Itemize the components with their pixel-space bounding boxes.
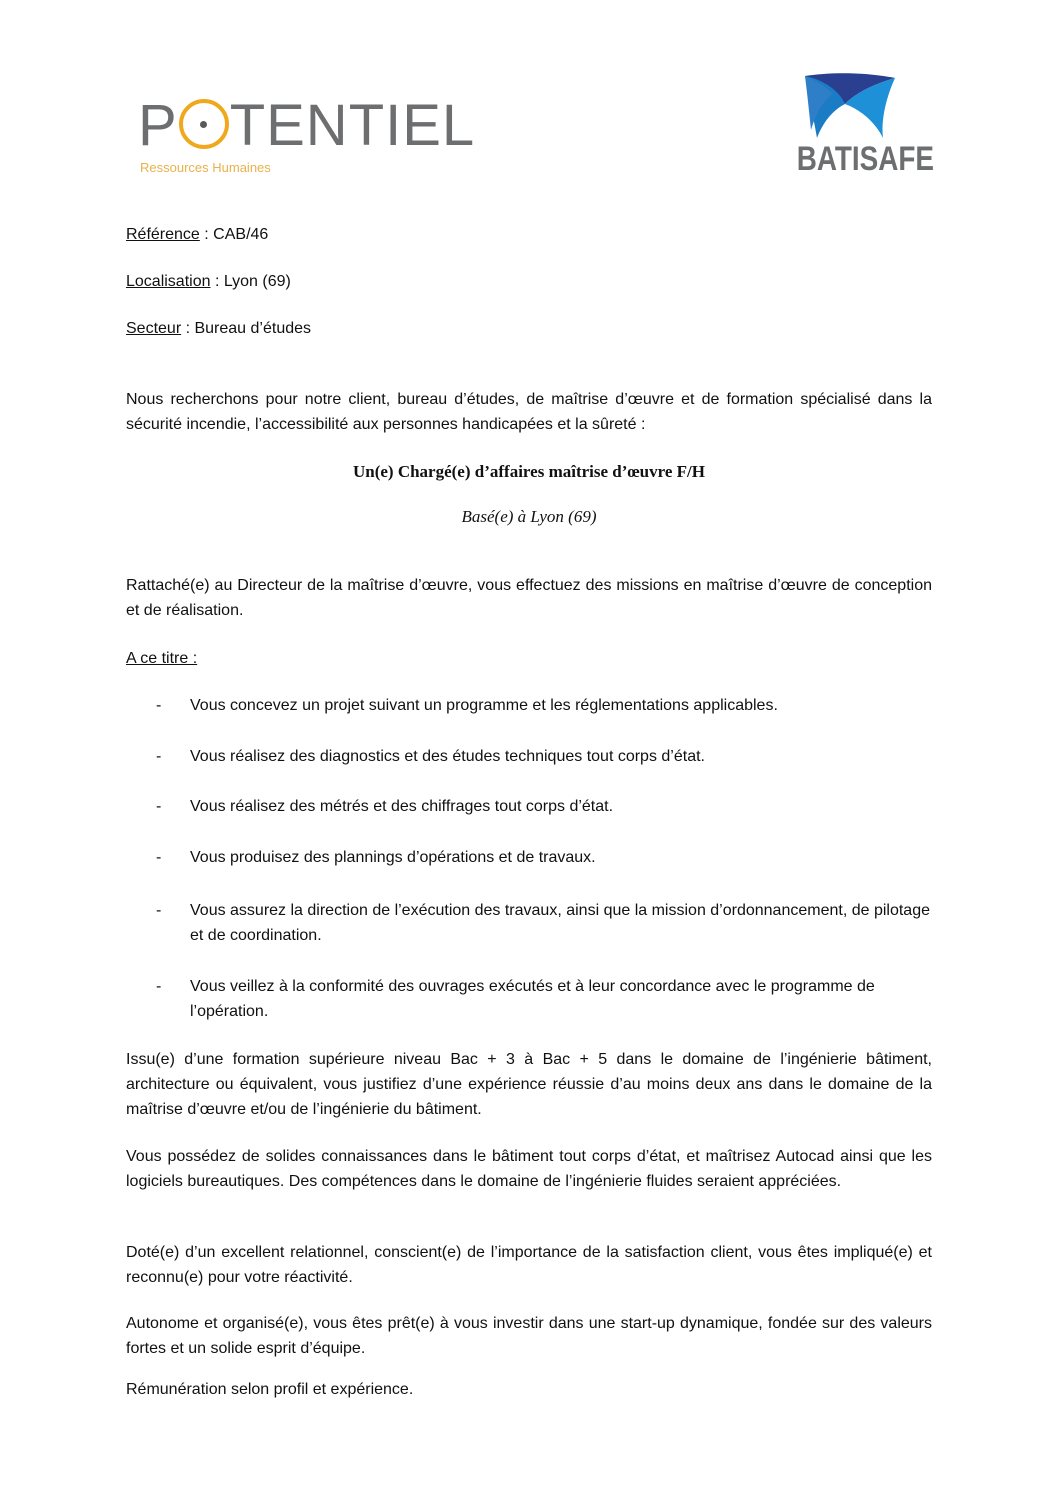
dash-bullet-icon: - xyxy=(156,798,162,815)
dash-bullet-icon: - xyxy=(156,978,162,995)
batisafe-arch-icon xyxy=(785,70,915,140)
mission-text: Vous réalisez des métrés et des chiffrages tout corps d’état. xyxy=(190,798,614,815)
sector-line xyxy=(126,316,932,341)
batisafe-wordmark: BATISAFE xyxy=(796,140,935,178)
mission-text: Vous réalisez des diagnostics et des études techniques tout corps d’état. xyxy=(190,748,705,765)
profile-paragraph: Doté(e) d’un excellent relationnel, conscient(e) de l’importance de la satisfaction client, vous êtes impliqué(e) et reconnu(e) pour votre réactivité. xyxy=(126,1244,932,1286)
location-line xyxy=(126,269,932,294)
mission-text: Vous concevez un projet suivant un programme et les réglementations applicables. xyxy=(190,697,778,714)
reference-label: Référence xyxy=(126,226,200,243)
logo-letter-p: P xyxy=(138,93,178,158)
mission-text: Vous veillez à la conformité des ouvrages exécutés et à leur concordance avec le programme de l’opération. xyxy=(190,978,875,1020)
job-title: Un(e) Chargé(e) d’affaires maîtrise d’œuvre F/H xyxy=(352,462,706,481)
reference-value: : CAB/46 xyxy=(199,226,269,243)
salary-line: Rémunération selon profil et expérience. xyxy=(126,1381,414,1398)
sector-label: Secteur xyxy=(126,320,182,337)
mission-text: Vous produisez des plannings d’opérations et de travaux. xyxy=(190,849,596,866)
mission-text: Vous assurez la direction de l’exécution des travaux, ainsi que la mission d’ordonnancement, de pilotage et de coordination. xyxy=(190,902,930,944)
dash-bullet-icon: - xyxy=(156,902,162,919)
reference-line xyxy=(126,222,932,247)
potentiel-wordmark xyxy=(138,93,476,158)
location-value: : Lyon (69) xyxy=(210,273,291,290)
batisafe-logo xyxy=(785,70,935,185)
target-ring-icon xyxy=(179,99,229,149)
logo-letters-tentiel: TENTIEL xyxy=(229,93,476,158)
missions-heading xyxy=(126,646,932,671)
sector-value: : Bureau d’études xyxy=(181,320,312,337)
role-description: Rattaché(e) au Directeur de la maîtrise d’œuvre, vous effectuez des missions en maîtrise d’œuvre de conception et de réalisation. xyxy=(126,577,932,619)
profile-paragraph: Autonome et organisé(e), vous êtes prêt(e) à vous investir dans une start-up dynamique, fondée sur des valeurs fortes et un solide esprit d’équipe. xyxy=(126,1315,932,1357)
profile-paragraph: Vous possédez de solides connaissances dans le bâtiment tout corps d’état, et maîtrisez Autocad ainsi que les logiciels bureautiques. Des compétences dans le domaine de l’ingénierie fluides seraient appréciées. xyxy=(126,1148,932,1190)
potentiel-logo xyxy=(138,93,498,186)
missions-heading-text: A ce titre : xyxy=(126,650,198,667)
location-label: Localisation xyxy=(126,273,211,290)
dash-bullet-icon: - xyxy=(156,697,162,714)
profile-paragraph: Issu(e) d’une formation supérieure niveau Bac + 3 à Bac + 5 dans le domaine de l’ingénierie bâtiment, architecture ou équivalent, vous justifiez d’une expérience réussie d’au moins deux ans dans le domaine de la maîtrise d’œuvre et/ou de l’ingénierie du bâtiment. xyxy=(126,1051,932,1118)
dash-bullet-icon: - xyxy=(156,748,162,765)
potentiel-tagline: Ressources Humaines xyxy=(140,160,271,175)
intro-paragraph: Nous recherchons pour notre client, bureau d’études, de maîtrise d’œuvre et de formation spécialisé dans la sécurité incendie, l’accessibilité aux personnes handicapées et la sûreté : xyxy=(126,391,932,433)
job-location: Basé(e) à Lyon (69) xyxy=(461,507,597,526)
dash-bullet-icon: - xyxy=(156,849,162,866)
